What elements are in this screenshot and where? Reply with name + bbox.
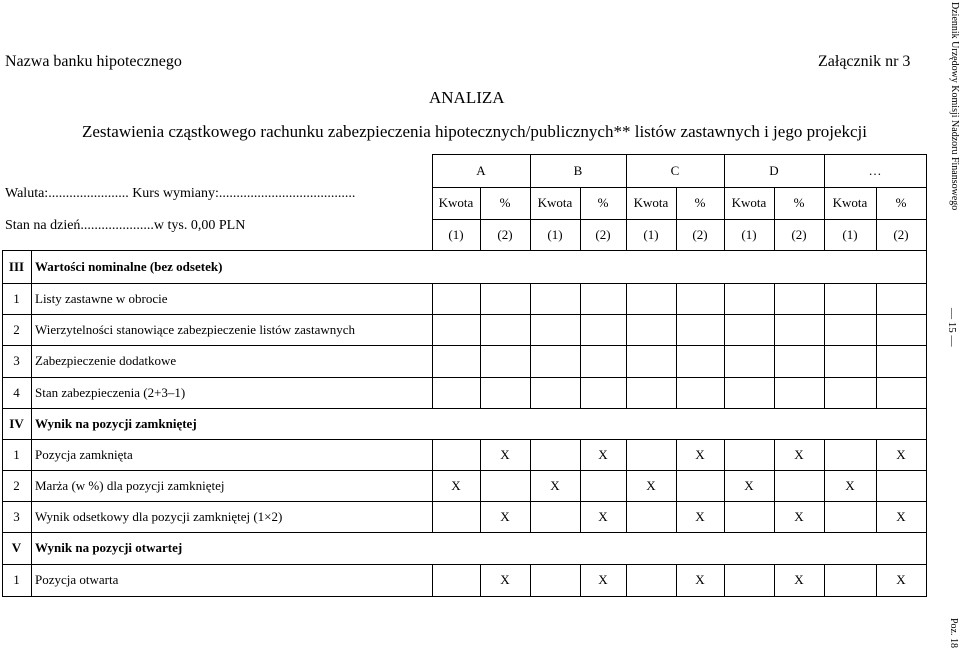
data-cell: X bbox=[598, 572, 608, 587]
row-rule bbox=[2, 596, 927, 597]
row-label: Zabezpieczenie dodatkowe bbox=[35, 353, 177, 368]
attachment-label: Załącznik nr 3 bbox=[818, 53, 911, 70]
data-cell: X bbox=[695, 446, 705, 462]
data-cell bbox=[480, 314, 530, 345]
bank-name: Nazwa banku hipotecznego bbox=[5, 53, 182, 70]
data-cell bbox=[724, 314, 774, 345]
number-column-divider bbox=[31, 250, 32, 596]
data-cell bbox=[824, 283, 876, 314]
column-sub-label: % bbox=[694, 195, 706, 210]
row-label: Pozycja otwarta bbox=[35, 572, 119, 587]
row-number: 1 bbox=[13, 290, 20, 306]
header-sub-divider bbox=[926, 187, 927, 250]
data-cell: X bbox=[794, 572, 804, 587]
data-cell bbox=[824, 501, 876, 532]
data-cell: X bbox=[695, 508, 705, 524]
document-title: ANALIZA bbox=[429, 88, 505, 107]
data-cell bbox=[774, 345, 824, 377]
date-line: Stan na dzień.....................w tys. 0,00 PLN bbox=[5, 218, 246, 233]
row-number: IV bbox=[9, 415, 24, 431]
data-cell bbox=[580, 377, 626, 408]
row-label: Wynik odsetkowy dla pozycji zamkniętej (1×2) bbox=[35, 508, 283, 524]
data-cell bbox=[774, 470, 824, 501]
row-number: 2 bbox=[13, 321, 20, 337]
data-cell bbox=[580, 470, 626, 501]
row-label: Marża (w %) dla pozycji zamkniętej bbox=[35, 477, 225, 493]
row-number: 3 bbox=[13, 353, 20, 368]
data-cell: X bbox=[794, 446, 804, 462]
data-cell bbox=[432, 501, 480, 532]
column-sub-label: % bbox=[895, 195, 907, 210]
data-cell bbox=[876, 345, 926, 377]
row-number: 3 bbox=[13, 508, 20, 524]
column-number-label: (2) bbox=[595, 226, 611, 242]
data-cell: X bbox=[500, 508, 510, 524]
data-cell bbox=[876, 314, 926, 345]
data-cell-divider bbox=[926, 377, 927, 408]
column-number-label: (1) bbox=[448, 226, 464, 242]
data-cell: X bbox=[896, 508, 906, 524]
data-cell bbox=[530, 314, 580, 345]
data-cell bbox=[626, 564, 676, 596]
data-cell-divider bbox=[926, 283, 927, 314]
data-cell bbox=[530, 564, 580, 596]
data-cell bbox=[626, 314, 676, 345]
column-group-label: … bbox=[868, 162, 882, 178]
data-cell bbox=[724, 564, 774, 596]
data-cell-divider bbox=[926, 501, 927, 532]
column-sub-label: Kwota bbox=[731, 195, 767, 210]
column-sub-label: % bbox=[597, 195, 609, 210]
data-cell bbox=[774, 283, 824, 314]
data-cell: X bbox=[845, 477, 855, 493]
data-cell-divider bbox=[926, 470, 927, 501]
data-cell bbox=[530, 501, 580, 532]
data-cell: X bbox=[500, 572, 510, 587]
currency-line: Waluta:....................... Kurs wymiany:....................................... bbox=[5, 186, 356, 201]
data-cell bbox=[432, 283, 480, 314]
data-cell bbox=[432, 345, 480, 377]
row-number: 4 bbox=[13, 384, 20, 400]
data-cell bbox=[432, 377, 480, 408]
data-cell bbox=[580, 314, 626, 345]
data-cell bbox=[724, 345, 774, 377]
column-number-label: (1) bbox=[842, 226, 858, 242]
data-cell bbox=[724, 501, 774, 532]
data-cell bbox=[626, 501, 676, 532]
data-cell: X bbox=[695, 572, 705, 587]
data-cell bbox=[876, 283, 926, 314]
data-cell bbox=[676, 377, 724, 408]
column-number-label: (2) bbox=[497, 226, 513, 242]
row-number: 2 bbox=[13, 477, 20, 493]
section-heading: Wartości nominalne (bez odsetek) bbox=[35, 258, 223, 274]
column-number-label: (2) bbox=[791, 226, 807, 242]
data-cell bbox=[626, 439, 676, 470]
data-cell bbox=[580, 283, 626, 314]
data-cell: X bbox=[794, 508, 804, 524]
document-subtitle: Zestawienia cząstkowego rachunku zabezpieczenia hipotecznych/publicznych** listów zastawnych i jego projekcji bbox=[82, 122, 867, 141]
data-cell bbox=[432, 564, 480, 596]
data-cell bbox=[824, 564, 876, 596]
data-cell bbox=[626, 283, 676, 314]
data-cell bbox=[676, 345, 724, 377]
data-cell bbox=[676, 283, 724, 314]
data-cell: X bbox=[646, 477, 656, 493]
data-cell: X bbox=[896, 446, 906, 462]
column-number-label: (1) bbox=[741, 226, 757, 242]
data-cell bbox=[676, 314, 724, 345]
column-number-label: (2) bbox=[893, 226, 909, 242]
data-cell bbox=[480, 345, 530, 377]
row-number: III bbox=[8, 258, 25, 274]
row-label: Pozycja zamknięta bbox=[35, 446, 133, 462]
column-number-label: (1) bbox=[643, 226, 659, 242]
row-label: Listy zastawne w obrocie bbox=[35, 290, 168, 306]
data-cell bbox=[724, 439, 774, 470]
column-number-label: (1) bbox=[547, 226, 563, 242]
data-cell bbox=[480, 377, 530, 408]
data-cell: X bbox=[500, 446, 510, 462]
data-cell bbox=[530, 377, 580, 408]
column-group-label: A bbox=[476, 162, 486, 178]
data-cell bbox=[824, 377, 876, 408]
row-number: 1 bbox=[13, 446, 20, 462]
data-cell bbox=[480, 470, 530, 501]
data-cell bbox=[480, 283, 530, 314]
row-label: Wierzytelności stanowiące zabezpieczenie listów zastawnych bbox=[35, 321, 355, 337]
data-cell bbox=[432, 439, 480, 470]
data-cell bbox=[676, 470, 724, 501]
column-group-label: B bbox=[573, 162, 583, 178]
column-sub-label: Kwota bbox=[438, 195, 474, 210]
data-cell bbox=[824, 314, 876, 345]
column-group-label: D bbox=[769, 162, 779, 178]
column-group-label: C bbox=[670, 162, 680, 178]
data-cell bbox=[824, 439, 876, 470]
data-cell: X bbox=[896, 572, 906, 587]
data-cell bbox=[724, 283, 774, 314]
data-cell bbox=[626, 377, 676, 408]
data-cell bbox=[530, 345, 580, 377]
data-cell bbox=[530, 439, 580, 470]
section-heading: Wynik na pozycji zamkniętej bbox=[35, 415, 197, 431]
column-sub-label: Kwota bbox=[537, 195, 573, 210]
data-cell bbox=[774, 314, 824, 345]
journal-side-label: Dziennik Urzędowy Komisji Nadzoru Finansowego bbox=[949, 2, 960, 211]
data-cell bbox=[824, 345, 876, 377]
data-cell bbox=[580, 345, 626, 377]
data-cell-divider bbox=[926, 314, 927, 345]
page-number-side: — 15 — bbox=[946, 308, 958, 347]
row-label: Stan zabezpieczenia (2+3–1) bbox=[35, 384, 186, 400]
data-cell bbox=[876, 377, 926, 408]
section-heading: Wynik na pozycji otwartej bbox=[35, 540, 183, 555]
row-number: V bbox=[11, 540, 22, 555]
data-cell: X bbox=[598, 508, 608, 524]
column-number-label: (2) bbox=[692, 226, 708, 242]
data-cell-divider bbox=[926, 345, 927, 377]
data-cell bbox=[876, 470, 926, 501]
column-sub-label: % bbox=[793, 195, 805, 210]
column-sub-label: Kwota bbox=[633, 195, 669, 210]
data-cell bbox=[530, 283, 580, 314]
position-side-label: Poz. 18 bbox=[948, 618, 959, 648]
data-cell-divider bbox=[926, 439, 927, 470]
data-cell: X bbox=[598, 446, 608, 462]
data-cell: X bbox=[451, 477, 461, 493]
row-number: 1 bbox=[13, 572, 20, 587]
data-cell: X bbox=[550, 477, 560, 493]
data-cell bbox=[724, 377, 774, 408]
column-sub-label: Kwota bbox=[832, 195, 868, 210]
data-cell bbox=[774, 377, 824, 408]
data-cell: X bbox=[744, 477, 754, 493]
data-cell bbox=[432, 314, 480, 345]
column-sub-label: % bbox=[499, 195, 511, 210]
data-cell bbox=[626, 345, 676, 377]
data-cell-divider bbox=[926, 564, 927, 596]
